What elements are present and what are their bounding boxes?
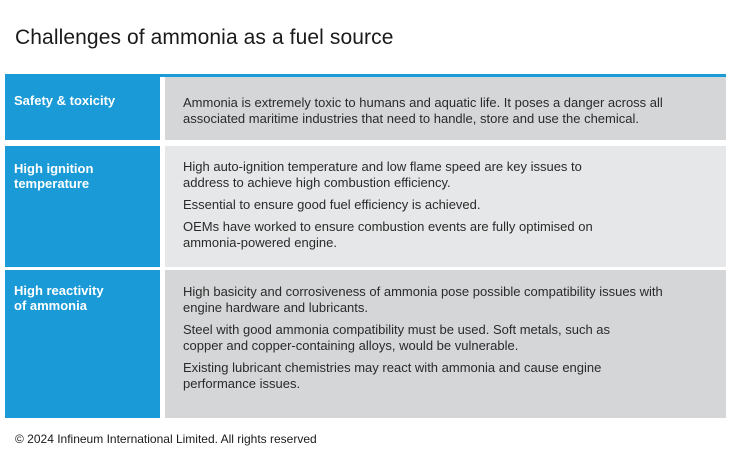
- row-paragraph: Existing lubricant chemistries may react with ammonia and cause engine performance issues.: [183, 360, 602, 391]
- row-paragraph: OEMs have worked to ensure combustion events are fully optimised on ammonia-powered engine.: [183, 219, 593, 250]
- row-paragraph: High auto-ignition temperature and low flame speed are key issues to address to achieve high combustion efficiency.: [183, 159, 582, 190]
- page-title: Challenges of ammonia as a fuel source: [15, 26, 394, 49]
- row-content: [165, 77, 726, 140]
- table-row: [5, 143, 726, 267]
- row-paragraph: Ammonia is extremely toxic to humans and aquatic life. It poses a danger across all associated maritime industries that need to handle, store and use the chemical.: [183, 95, 663, 126]
- row-content: [165, 146, 726, 267]
- table-row: [5, 74, 726, 143]
- table-row: [5, 267, 726, 418]
- row-paragraph: Essential to ensure good fuel efficiency is achieved.: [183, 197, 481, 212]
- row-label: [5, 146, 160, 267]
- row-label: [5, 270, 160, 418]
- copyright-footer: © 2024 Infineum International Limited. All rights reserved: [15, 432, 317, 446]
- row-paragraph: High basicity and corrosiveness of ammonia pose possible compatibility issues with engine hardware and lubricants.: [183, 284, 663, 315]
- row-label-text: High reactivity of ammonia: [14, 283, 104, 313]
- challenges-table: [5, 74, 726, 418]
- row-paragraph: Steel with good ammonia compatibility must be used. Soft metals, such as copper and copper-containing alloys, would be vulnerable.: [183, 322, 611, 353]
- row-label: Safety & toxicity: [5, 77, 160, 140]
- row-content: [165, 270, 726, 418]
- row-label-text: High ignition temperature: [14, 161, 94, 191]
